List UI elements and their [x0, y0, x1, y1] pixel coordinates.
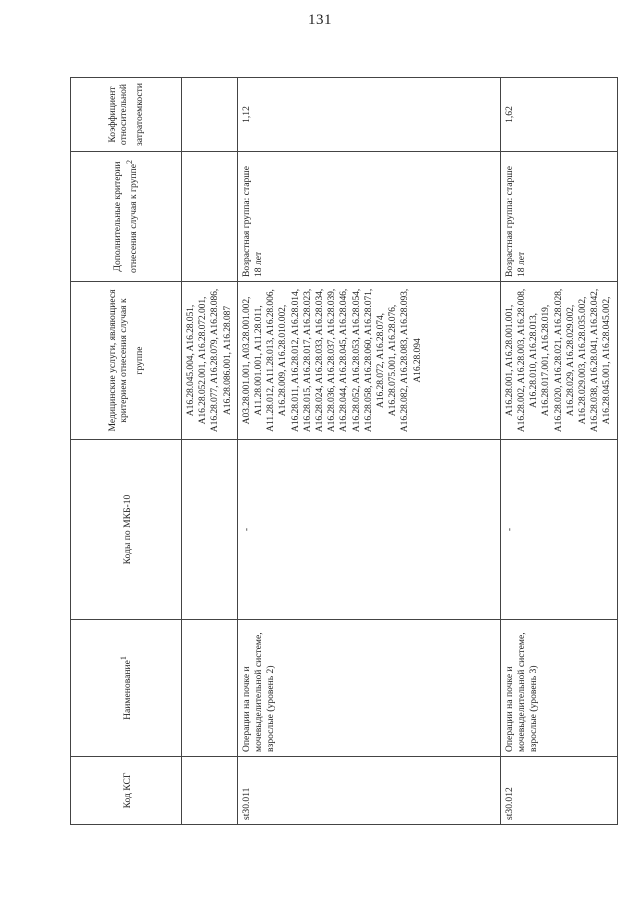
- cell-services: A16.28.001, A16.28.001.001, A16.28.002, A16.28.003, A16.28.008, A16.28.010, A16.28.013, A16.28.017.001, A16.28.019, A16.28.020, A16.28.021, A16.28.028, A16.28.029, A16.28.029.002, A16.28.029.003, A16.28.035.002, A16.28.038, A16.28.041, A16.28.042, A16.28.045.001, A16.28.045.002,: [500, 282, 617, 440]
- header-medical-services: Медицинские услуги, являющиеся критерием отнесения случая к группе: [71, 282, 182, 440]
- cell-code: st30.011: [237, 757, 500, 825]
- rotated-table-frame: [70, 78, 613, 825]
- cell-mkb: -: [500, 440, 617, 620]
- cell-coefficient: 1,12: [237, 78, 500, 152]
- cell-coefficient: 1,62: [500, 78, 617, 152]
- cell-mkb: [182, 440, 238, 620]
- cell-extra-criteria: [182, 152, 238, 282]
- cell-name: Операции на почке и мочевыделительной системе, взрослые (уровень 2): [237, 620, 500, 757]
- cell-mkb: -: [237, 440, 500, 620]
- cell-services: A16.28.045.004, A16.28.051, A16.28.052.001, A16.28.072.001, A16.28.077, A16.28.079, A16.28.086, A16.28.086.001, A16.28.087: [182, 282, 238, 440]
- header-extra-criteria: Дополнительные критерии отнесения случая к группе$^2$: [71, 152, 182, 282]
- table-header-row: [71, 78, 182, 825]
- cell-name: Операции на почке и мочевыделительной системе, взрослые (уровень 3): [500, 620, 617, 757]
- cell-coefficient: [182, 78, 238, 152]
- header-cost-coefficient: Коэффициент относительной затратоемкости: [71, 78, 182, 152]
- ksg-table: [70, 77, 618, 825]
- cell-code: [182, 757, 238, 825]
- cell-code: st30.012: [500, 757, 617, 825]
- cell-extra-criteria: Возрастная группа: старше 18 лет: [500, 152, 617, 282]
- cell-services: A03.28.001.001, A03.28.001.002, A11.28.001.001, A11.28.011, A11.28.012, A11.28.013, A16.28.006, A16.28.009, A16.28.010.002, A16.28.011, A16.28.012, A16.28.014, A16.28.015, A16.28.017, A16.28.023, A16.28.024, A16.28.033, A16.28.034, A16.28.036, A16.28.037, A16.28.039, A16.28.044, A16.28.045, A16.28.046, A16.28.052, A16.28.053, A16.28.054, A16.28.058, A16.28.060, A16.28.071, A16.28.072, A16.28.074, A16.28.075.001, A16.28.076, A16.28.082, A16.28.083, A16.28.093, A16.28.094: [237, 282, 500, 440]
- header-ksg-code: Код КСГ: [71, 757, 182, 825]
- table-row: [182, 78, 238, 825]
- table-row: [237, 78, 500, 825]
- table-row: [500, 78, 617, 825]
- cell-extra-criteria: Возрастная группа: старше 18 лет: [237, 152, 500, 282]
- header-name: Наименование$^1$: [71, 620, 182, 757]
- rotated-table-content: [70, 78, 613, 825]
- page-number: 131: [308, 12, 332, 28]
- header-mkb-codes: Коды по МКБ-10: [71, 440, 182, 620]
- cell-name: [182, 620, 238, 757]
